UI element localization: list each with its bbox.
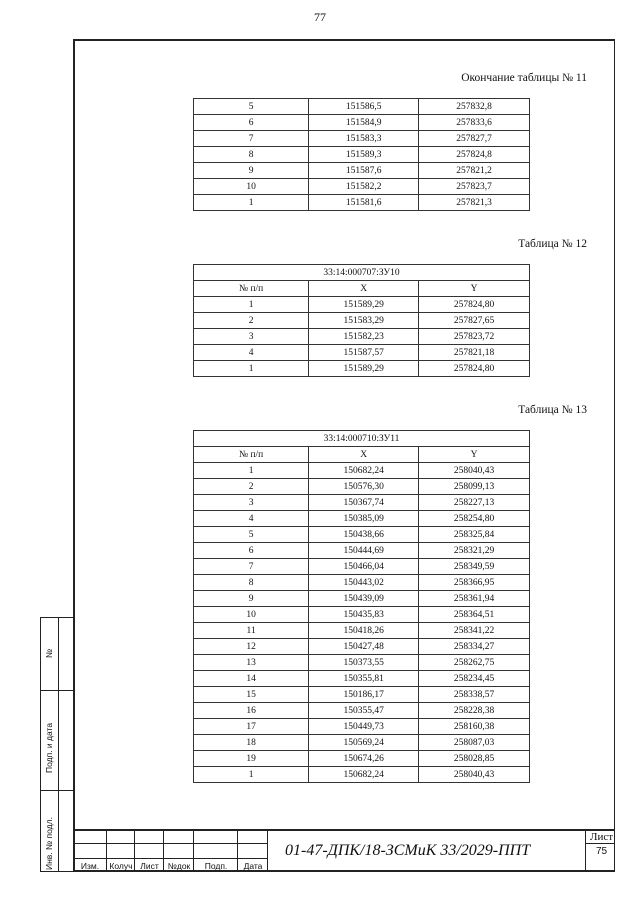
table11-cell: 257823,7	[419, 179, 530, 195]
table11-cell: 7	[194, 131, 309, 147]
table11-cell: 6	[194, 115, 309, 131]
table11-cell: 9	[194, 163, 309, 179]
table12-row	[194, 361, 530, 377]
table13	[193, 430, 530, 783]
tb-header-list: Лист	[140, 861, 159, 871]
table13-cell: 258254,80	[419, 511, 530, 527]
table12-cell: 151589,29	[309, 297, 419, 313]
table13-row	[194, 639, 530, 655]
table13-cell: 14	[194, 671, 309, 687]
table13-row	[194, 495, 530, 511]
table13-row	[194, 479, 530, 495]
table11-cell: 151587,6	[309, 163, 419, 179]
table11-row	[194, 195, 530, 211]
table13-cell: 150355,47	[309, 703, 419, 719]
side-label-sign-date: Подп. и дата	[44, 722, 54, 773]
table13-cell: 2	[194, 479, 309, 495]
table13-caption: Таблица № 13	[518, 404, 587, 416]
table13-cell: 150682,24	[309, 463, 419, 479]
table13-cell: 150435,83	[309, 607, 419, 623]
table13-row	[194, 719, 530, 735]
table12-cell: 4	[194, 345, 309, 361]
table13-cell: 10	[194, 607, 309, 623]
table12-cell: 3	[194, 329, 309, 345]
table12-cell: 257824,80	[419, 361, 530, 377]
table13-cell: 13	[194, 655, 309, 671]
table13-header-no: № п/п	[194, 447, 309, 463]
table11-cell: 10	[194, 179, 309, 195]
table13-cell: 150682,24	[309, 767, 419, 783]
table12-cell: 1	[194, 361, 309, 377]
table13-cell: 5	[194, 527, 309, 543]
table11-cell: 257821,2	[419, 163, 530, 179]
table13-cell: 19	[194, 751, 309, 767]
table13-cell: 258349,59	[419, 559, 530, 575]
table13-row	[194, 591, 530, 607]
table13-cell: 1	[194, 463, 309, 479]
table13-cell: 258227,13	[419, 495, 530, 511]
table13-cell: 150385,09	[309, 511, 419, 527]
table11-row	[194, 147, 530, 163]
table13-cell: 258341,22	[419, 623, 530, 639]
table13-cell: 258228,38	[419, 703, 530, 719]
table12-cell: 2	[194, 313, 309, 329]
tb-header-koluch: Колуч	[109, 861, 133, 871]
page-number: 77	[314, 10, 326, 24]
table13-row	[194, 687, 530, 703]
table13-cell: 258040,43	[419, 463, 530, 479]
title-block	[73, 829, 615, 872]
table13-cell: 3	[194, 495, 309, 511]
table13-cell: 150576,30	[309, 479, 419, 495]
table12-parcel: 33:14:000707:ЗУ10	[194, 265, 530, 281]
table13-row	[194, 671, 530, 687]
table13-header-x: X	[309, 447, 419, 463]
table13-cell: 9	[194, 591, 309, 607]
table11-row	[194, 163, 530, 179]
table13-cell: 15	[194, 687, 309, 703]
sheet-label: Лист	[590, 831, 614, 843]
table12-row	[194, 329, 530, 345]
table12-cell: 257821,18	[419, 345, 530, 361]
table13-cell: 150438,66	[309, 527, 419, 543]
document-code: 01-47-ДПК/18-ЗСМиК 33/2029-ППТ	[285, 842, 531, 859]
table13-cell: 258366,95	[419, 575, 530, 591]
table13-cell: 258160,38	[419, 719, 530, 735]
table11-row	[194, 115, 530, 131]
table13-cell: 12	[194, 639, 309, 655]
table11-cell: 5	[194, 99, 309, 115]
table13-row	[194, 767, 530, 783]
table13-row	[194, 623, 530, 639]
table11-cell: 151583,3	[309, 131, 419, 147]
table13-cell: 258040,43	[419, 767, 530, 783]
table13-row	[194, 703, 530, 719]
table13-cell: 17	[194, 719, 309, 735]
table11	[193, 98, 530, 211]
table13-cell: 150674,26	[309, 751, 419, 767]
table13-cell: 258334,27	[419, 639, 530, 655]
table13-row	[194, 655, 530, 671]
table13-row	[194, 735, 530, 751]
table13-cell: 11	[194, 623, 309, 639]
table12-cell: 151582,23	[309, 329, 419, 345]
table13-row	[194, 463, 530, 479]
table11-cell: 151581,6	[309, 195, 419, 211]
table12-cell: 257823,72	[419, 329, 530, 345]
table11-cell: 257832,8	[419, 99, 530, 115]
table13-row	[194, 543, 530, 559]
table11-caption: Окончание таблицы № 11	[461, 72, 587, 84]
table12-cell: 257824,80	[419, 297, 530, 313]
table11-cell: 151589,3	[309, 147, 419, 163]
table11-cell: 8	[194, 147, 309, 163]
table13-cell: 258325,84	[419, 527, 530, 543]
table13-cell: 150367,74	[309, 495, 419, 511]
table12-row	[194, 297, 530, 313]
table13-cell: 150449,73	[309, 719, 419, 735]
table13-cell: 258028,85	[419, 751, 530, 767]
table13-row	[194, 607, 530, 623]
table13-cell: 258234,45	[419, 671, 530, 687]
table13-cell: 150466,04	[309, 559, 419, 575]
table13-cell: 258262,75	[419, 655, 530, 671]
tb-header-podp: Подп.	[204, 861, 228, 871]
table12-caption: Таблица № 12	[518, 238, 587, 250]
table11-cell: 1	[194, 195, 309, 211]
table13-cell: 1	[194, 767, 309, 783]
table13-cell: 258364,51	[419, 607, 530, 623]
table13-cell: 258361,94	[419, 591, 530, 607]
table13-cell: 16	[194, 703, 309, 719]
table12-row	[194, 345, 530, 361]
table13-cell: 258087,03	[419, 735, 530, 751]
table12-row	[194, 313, 530, 329]
table11-cell: 151584,9	[309, 115, 419, 131]
table13-cell: 18	[194, 735, 309, 751]
table13-row	[194, 559, 530, 575]
table12-cell: 151587,57	[309, 345, 419, 361]
table11-row	[194, 131, 530, 147]
table13-cell: 150443,02	[309, 575, 419, 591]
table13-row	[194, 527, 530, 543]
tb-header-izm: Изм.	[80, 861, 100, 871]
table13-cell: 150439,09	[309, 591, 419, 607]
table11-row	[194, 179, 530, 195]
table11-cell: 257824,8	[419, 147, 530, 163]
tb-header-ndoc: №док	[167, 861, 191, 871]
sheet-number: 75	[596, 846, 608, 857]
table13-row	[194, 511, 530, 527]
tb-header-data: Дата	[243, 861, 263, 871]
table13-cell: 6	[194, 543, 309, 559]
table11-cell: 151582,2	[309, 179, 419, 195]
table13-cell: 150427,48	[309, 639, 419, 655]
table13-row	[194, 751, 530, 767]
side-label-no: №	[44, 648, 54, 658]
table13-cell: 150444,69	[309, 543, 419, 559]
table13-cell: 258099,13	[419, 479, 530, 495]
table12-header-y: Y	[419, 281, 530, 297]
table12-cell: 151589,29	[309, 361, 419, 377]
table13-cell: 258338,57	[419, 687, 530, 703]
table11-cell: 257827,7	[419, 131, 530, 147]
table13-cell: 150569,24	[309, 735, 419, 751]
table12-cell: 151583,29	[309, 313, 419, 329]
table12-header-no: № п/п	[194, 281, 309, 297]
table13-cell: 258321,29	[419, 543, 530, 559]
table12-cell: 1	[194, 297, 309, 313]
table13-cell: 150418,26	[309, 623, 419, 639]
table11-cell: 257821,3	[419, 195, 530, 211]
table12-header-x: X	[309, 281, 419, 297]
table13-cell: 150373,55	[309, 655, 419, 671]
table12-cell: 257827,65	[419, 313, 530, 329]
side-stamp	[40, 617, 74, 872]
table13-parcel: 33:14:000710:ЗУ11	[194, 431, 530, 447]
table11-row	[194, 99, 530, 115]
table13-cell: 150355,81	[309, 671, 419, 687]
table11-cell: 257833,6	[419, 115, 530, 131]
table12	[193, 264, 530, 377]
table13-cell: 150186,17	[309, 687, 419, 703]
table13-cell: 8	[194, 575, 309, 591]
table13-cell: 4	[194, 511, 309, 527]
table13-row	[194, 575, 530, 591]
table11-cell: 151586,5	[309, 99, 419, 115]
table13-cell: 7	[194, 559, 309, 575]
side-label-inv-no: Инв. № подл.	[44, 817, 54, 870]
table13-header-y: Y	[419, 447, 530, 463]
